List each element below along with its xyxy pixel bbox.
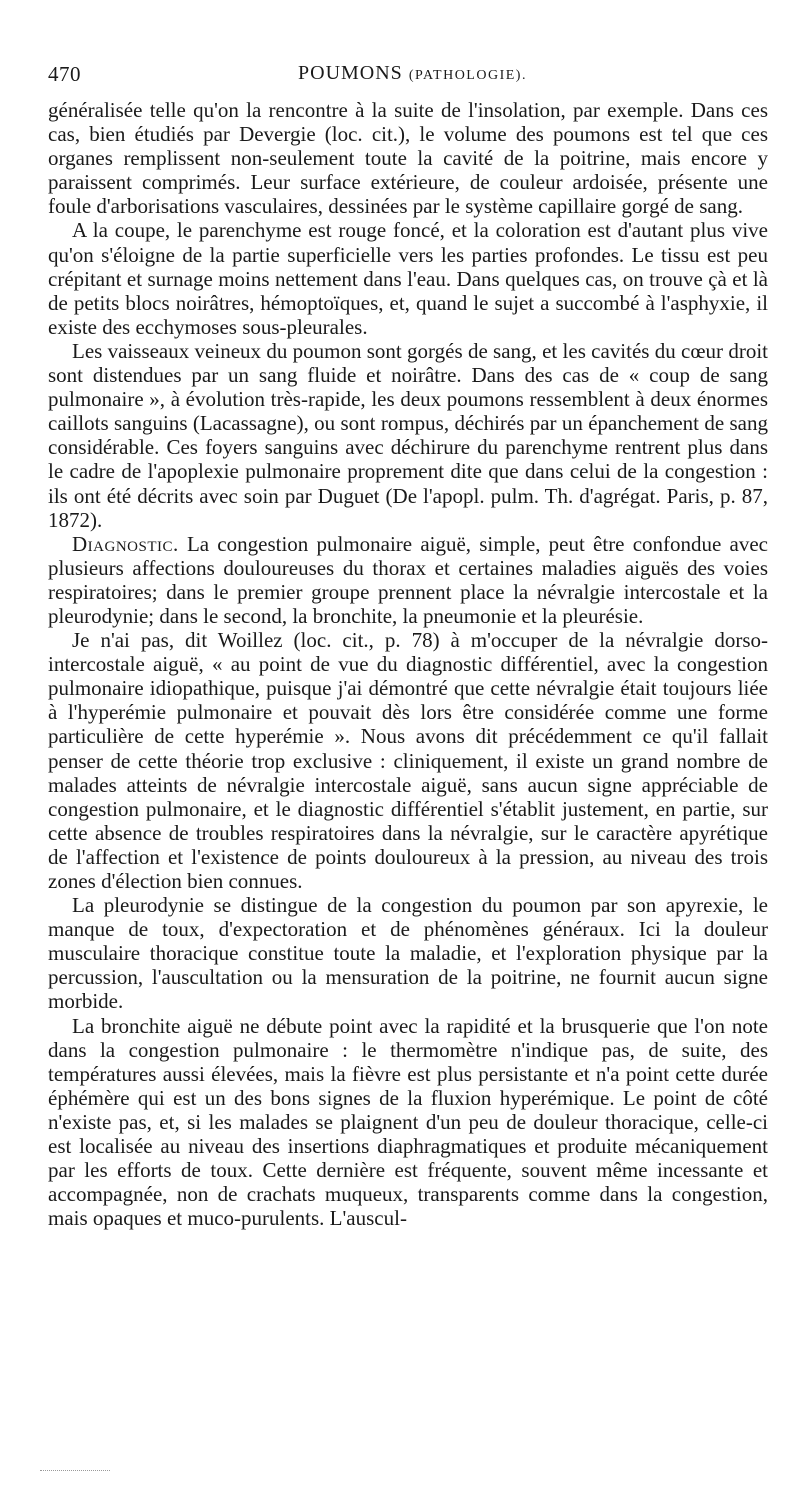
document-page	[48, 56, 768, 1230]
running-header	[48, 56, 768, 96]
page-number: 470	[48, 62, 81, 86]
running-title-main: POUMONS	[298, 62, 403, 84]
body-text	[48, 98, 768, 1230]
paragraph-3: Les vaisseaux veineux du poumon sont gorgés de sang, et les cavités du cœur droit sont distendues par un sang fluide et noirâtre. Dans des cas de « coup de sang pulmonaire », à évolution très-rapide, les deux poumons ressemblent à deux énormes caillots sanguins (Lacassagne), ou sont rompus, déchirés par un épanchement de sang considérable. Ces foyers sanguins avec déchirure du parenchyme rentrent plus dans le cadre de l'apoplexie pulmonaire proprement dite que dans celui de la congestion : ils ont été décrits avec soin par Duguet (De l'apopl. pulm. Th. d'agrégat. Paris, p. 87, 1872).	[48, 338, 768, 532]
diagnostic-heading: Diagnostic.	[72, 531, 179, 556]
running-title	[298, 62, 527, 85]
footer-rule	[40, 1470, 110, 1471]
running-title-sub: (PATHOLOGIE).	[408, 68, 527, 83]
paragraph-1: généralisée telle qu'on la rencontre à la suite de l'insolation, par exemple. Dans ces cas, bien étudiés par Devergie (loc. cit.), le volume des poumons est tel que ces organes remplissent non-seulement toute la cavité de la poitrine, mais encore y paraissent comprimés. Leur surface extérieure, de couleur ardoisée, présente une foule d'arborisations vasculaires, dessinées par le système capillaire gorgé de sang.	[48, 98, 768, 219]
paragraph-7: La bronchite aiguë ne débute point avec la rapidité et la brusquerie que l'on note dans la congestion pulmonaire : le thermomètre n'indique pas, de suite, des températures aussi élevées, mais la fièvre est plus persistante et n'a point cette durée éphémère qui est un des bons signes de la fluxion hyperémique. Le point de côté n'existe pas, et, si les malades se plaignent d'un peu de douleur thoracique, celle-ci est localisée au niveau des insertions diaphragmatiques et produite mécaniquement par les efforts de toux. Cette dernière est fréquente, souvent même incessante et accompagnée, non de crachats muqueux, transparents comme dans la congestion, mais opaques et muco-purulents. L'auscul-	[48, 1013, 768, 1231]
paragraph-5: Je n'ai pas, dit Woillez (loc. cit., p. 78) à m'occuper de la névralgie dorso-intercostale aiguë, « au point de vue du diagnostic différentiel, avec la congestion pulmonaire idiopathique, puisque j'ai démontré que cette névralgie était toujours liée à l'hyperémie pulmonaire et pouvait dès lors être considérée comme une forme particulière de cette hyperémie ». Nous avons dit précédemment ce qu'il fallait penser de cette théorie trop exclusive : cliniquement, il existe un grand nombre de malades atteints de névralgie intercostale aiguë, sans aucun signe appréciable de congestion pulmonaire, et le diagnostic différentiel s'établit justement, en partie, sur cette absence de troubles respiratoires dans la névralgie, sur le caractère apyrétique de l'affection et l'existence de points douloureux à la pression, au niveau des trois zones d'élection bien connues.	[48, 628, 768, 893]
paragraph-6: La pleurodynie se distingue de la congestion du poumon par son apyrexie, le manque de toux, d'expectoration et de phénomènes généraux. Ici la douleur musculaire thoracique constitue toute la maladie, et l'exploration physique par la percussion, l'auscultation ou la mensuration de la poitrine, ne fournit aucun signe morbide.	[48, 893, 768, 1014]
paragraph-4-text: La congestion pulmonaire aiguë, simple, peut être confondue avec plusieurs affections douloureuses du thorax et certaines maladies aiguës des voies respiratoires; dans le premier groupe prennent place la névralgie intercostale et la pleurodynie; dans le second, la bronchite, la pneumonie et la pleurésie.	[48, 531, 769, 628]
paragraph-4-diagnostic	[48, 532, 768, 628]
paragraph-2: A la coupe, le parenchyme est rouge foncé, et la coloration est d'autant plus vive qu'on s'éloigne de la partie superficielle vers les parties profondes. Le tissu est peu crépitant et surnage moins nettement dans l'eau. Dans quelques cas, on trouve çà et là de petits blocs noirâtres, hémoptoïques, et, quand le sujet a succombé à l'asphyxie, il existe des ecchymoses sous-pleurales.	[48, 218, 768, 339]
